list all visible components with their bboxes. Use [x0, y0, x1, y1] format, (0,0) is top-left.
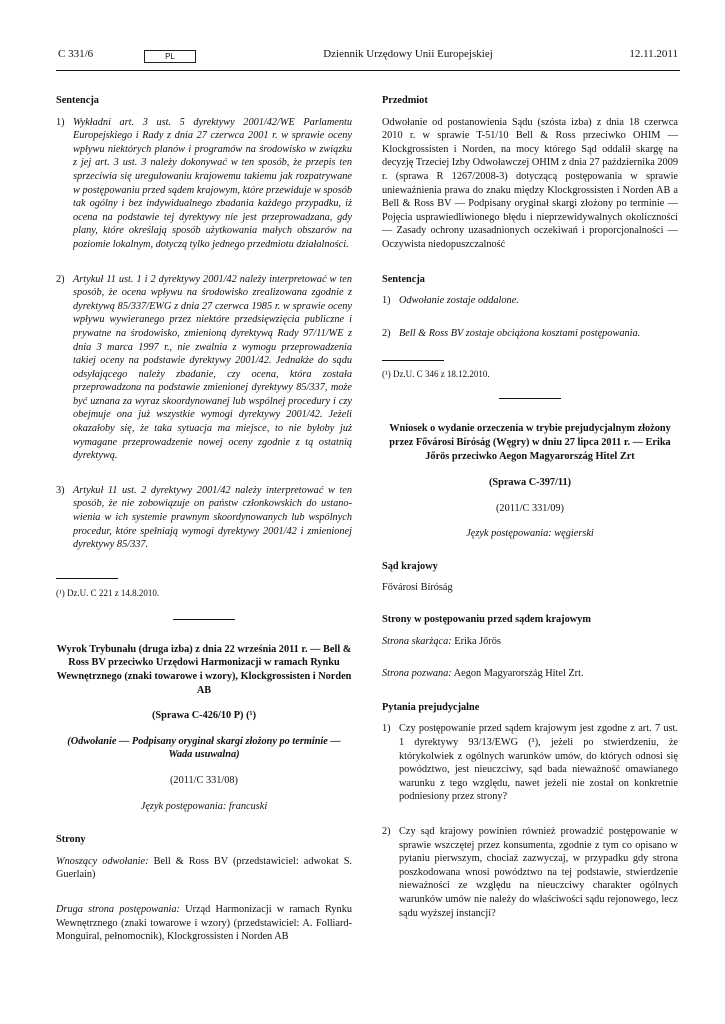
journal-title: Dziennik Urzędowy Unii Europejskiej: [323, 48, 493, 60]
case-title: Wyrok Trybunału (druga izba) z dnia 22 września 2011 r. — Bell & Ross BV przeciwko Urzędowi Harmonizacji w ramach Rynku Wewnętrznego (znaki towarowe i wzory), Klockgrossisten i Norden AB: [56, 643, 352, 696]
footnote-rule: [382, 360, 444, 361]
questions-heading: Pytania prejudycjalne: [382, 701, 480, 713]
section-separator: [499, 398, 561, 399]
przedmiot-heading: Przedmiot: [382, 95, 428, 106]
parties-heading: Strony w postępowaniu przed sądem krajowym: [382, 614, 591, 626]
procedure-language: Język postępowania: węgierski: [466, 528, 594, 540]
questions-list: [382, 722, 678, 920]
language-badge: PL: [144, 50, 196, 63]
footnote-rule: [56, 578, 118, 579]
section-separator: [173, 619, 235, 620]
case-number: (Sprawa C-397/11): [488, 477, 572, 489]
ruling-list: [382, 294, 678, 340]
question-item: 1) Czy postępowanie przed sądem krajowym jest zgodne z art. 7 ust. 1 dyrektywy 93/13/EWG (¹), jeżeli po stwierdzeniu, że którykolwiek z ogólnych warunków umów, do których odnosi się powództwo, jest nieuczciwy, sąd bada nieważność omawianego warunku z tego względu, nawet jeżeli nie został on konkretnie podniesiony przez strony?: [382, 723, 678, 803]
applicant: Strona skarżąca: Erika Jőrös: [382, 635, 501, 647]
issue-date: 12.11.2011: [629, 48, 678, 60]
appellant: Wnoszący odwołanie: Bell & Ross BV (przedstawiciel: adwokat S. Guerlain): [56, 855, 352, 881]
case-number: (Sprawa C-426/10 P) (¹): [151, 710, 257, 722]
page-header: [58, 48, 678, 64]
footnote: (¹) Dz.U. C 346 z 18.12.2010.: [382, 369, 490, 380]
ruling-item: 1) Odwołanie zostaje oddalone.: [382, 295, 519, 307]
other-party: Druga strona postępowania: Urząd Harmonizacji w ramach Rynku Wewnętrznego (znaki towarowe i wzory) (przedstawiciel: A. Folliard-Monguiral, pełnomocnik), Klockgrossisten i Norden AB: [56, 903, 352, 943]
case-reference: (2011/C 331/08): [170, 774, 238, 786]
national-court-name: Fővárosi Bíróság: [382, 582, 453, 594]
header-divider: [56, 70, 680, 71]
right-column: [382, 84, 678, 920]
national-court-heading: Sąd krajowy: [382, 560, 438, 572]
ruling-item: 2) Bell & Ross BV zostaje obciążona kosztami postępowania.: [382, 327, 641, 339]
ruling-list: [56, 116, 352, 552]
left-column: [56, 84, 352, 944]
case-title: Wniosek o wydanie orzeczenia w trybie prejudycjalnym złożony przez Fővárosi Bíróság (Węgry) w dniu 27 lipca 2011 r. — Erika Jőrös przeciwko Aegon Magyarország Hitel Zrt: [389, 423, 671, 462]
footnote: (¹) Dz.U. C 221 z 14.8.2010.: [56, 587, 160, 598]
procedure-language: Język postępowania: francuski: [140, 800, 268, 812]
sentencja-heading: Sentencja: [382, 273, 425, 285]
ruling-item: 3) Artykuł 11 ust. 2 dyrektywy 2001/42 należy interpretować w ten sposób, że nie zobowiązuje on państw członkowskich do ustanowienia w ich systemie prawnym skoordynowanych lub wspólnych procedur, które spełniają wymogi dyrektywy 2001/42 i zmienionej dyrektywy 85/337.: [56, 484, 352, 551]
przedmiot-text: Odwołanie od postanowienia Sądu (szósta izba) z dnia 18 czerwca 2010 r. w sprawie T-51/10 Bell & Ross przeciwko OHIM — Klockgrossisten i Norden, na mocy którego Sąd oddalił skargę na decyzję Trzeciej Izby Odwoławczej OHIM z dnia 27 października 2009 r. (sprawa R 1267/2008-3) dotyczącą postępowania w sprawie unieważnienia prawa do znaku między Klockgrossisten i Norden AB a Bell & Ross BV — Podpisany oryginał skargi złożony po terminie — Pojęcia usprawiedliwionego błędu i nieprzewidywalnych okoliczności — Zasady ochrony uzasadnionych oczekiwań i proporcjonalności — Oczywista niedopuszczalność: [382, 116, 678, 250]
case-subtitle: (Odwołanie — Podpisany oryginał skargi złożony po terminie — Wada usuwalna): [67, 735, 341, 761]
sentencja-heading: Sentencja: [56, 95, 99, 106]
parties-heading: Strony: [56, 834, 86, 846]
defendant: Strona pozwana: Aegon Magyarország Hitel Zrt.: [382, 668, 584, 680]
ruling-item: 2) Artykuł 11 ust. 1 i 2 dyrektywy 2001/42 należy interpretować w ten sposób, że ocena wpływu na środowisko zrealizowana zgodnie z dyrektywą 85/337/EWG z dnia 27 czerwca 1985 r. w sprawie oceny wpływu wywieranego przez niektóre przedsięwzięcia publiczne i prywatne na środowisko, zmienioną dyrektywą Rady 97/11/WE z dnia 3 marca 1997 r., nie zwalnia z wymogu przeprowadzenia takiej oceny na podstawie dyrektywy 2001/42. Jednakże do sądu odsyłającego należy zbadanie, czy ocena, która została przeprowadzona na podstawie zmienionej dyrektywy 85/337, może być uznana za wyraz skoordynowanej lub wspólnej procedury i czy obejmuje ona już wszystkie wymogi dyrektywy 2001/42. Jeżeli okazałoby się, że taka sytuacja ma miejsce, to nie byłoby już wymagane przeprowadzenie nowej oceny zgodnie z tą ostatnią dyrektywą.: [56, 273, 352, 462]
question-item: 2) Czy sąd krajowy powinien również prowadzić postępowanie w sprawie wszczętej przez konsumenta, zgodnie z tym co opisano w pytaniu pierwszym, chociaż zazwyczaj, w przypadku gdy strona poszkodowana wnosi powództwo na tej podstawie, stwierdzenie nieważności ze względu na nieuczciwy charakter ogólnych warunków umów nie należy do właściwości sądu rejonowego, lecz sądu wyższej instancji?: [382, 826, 678, 919]
ruling-item: 1) Wykładni art. 3 ust. 5 dyrektywy 2001/42/WE Parlamentu Europejskiego i Rady z dnia 27 czerwca 2001 r. w sprawie oceny wpływu niektórych planów i programów na środowisko w związku z jej art. 3 ust. 3 należy dokonywać w ten sposób, że przepis ten sprzeciwia się uregulowaniu krajowemu takiemu jak rozpatrywane w postępowaniu przed sądem krajowym, które przewiduje w sposób tak ogólny i bez indywidualnego zbadania każdego przypadku, iż ocena na podstawie tej dyrektywy nie jest przeprowadzana, gdy plany, które określają sposób użytkowania małych obszarów na poziomie lokalnym, dotyczą tylko jednego przedmiotu działalności.: [56, 116, 352, 250]
page-reference: C 331/6: [58, 48, 94, 60]
case-reference: (2011/C 331/09): [496, 502, 564, 514]
